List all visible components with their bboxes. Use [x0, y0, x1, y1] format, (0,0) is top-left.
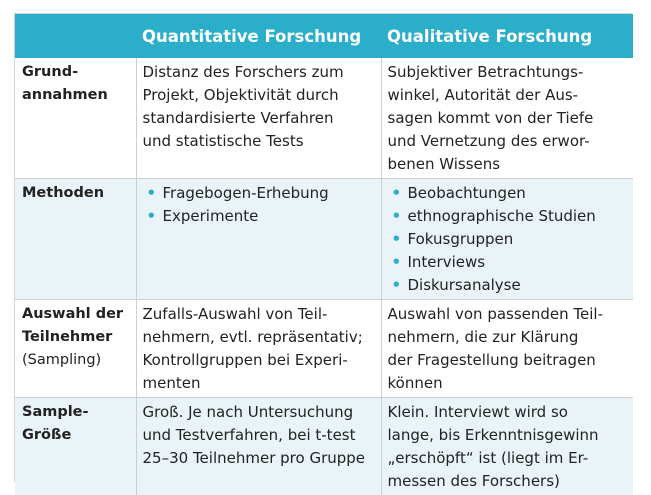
- quant-method-list: [143, 182, 377, 228]
- row-label: [15, 58, 136, 179]
- cell-line: können: [388, 372, 630, 395]
- header-qualitative: Qualitative Forschung: [381, 14, 633, 58]
- cell-line: winkel, Autorität der Aus-: [388, 84, 630, 107]
- cell-line: der Fragestellung beitragen: [388, 349, 630, 372]
- cell-line: und Testverfahren, bei t-test: [143, 424, 377, 447]
- cell-line: Zufalls-Auswahl von Teil-: [143, 303, 377, 326]
- cell-line: lange, bis Erkenntnisgewinn: [388, 424, 630, 447]
- row-label-line: Größe: [22, 424, 132, 447]
- table-row-grundannahmen: [15, 58, 633, 179]
- cell-line: standardisierte Verfahren: [143, 107, 377, 130]
- cell-line: sagen kommt von der Tiefe: [388, 107, 630, 130]
- cell-line: benen Wissens: [388, 153, 630, 176]
- table-header-row: [15, 14, 633, 58]
- row-label-sub: (Sampling): [22, 349, 132, 372]
- qual-cell: [381, 58, 633, 179]
- list-item: • Beobachtungen: [392, 182, 630, 205]
- quant-cell: [136, 58, 381, 179]
- quant-cell: [136, 179, 381, 300]
- quant-cell: [136, 398, 381, 495]
- cell-line: und Vernetzung des erwor-: [388, 130, 630, 153]
- header-blank-cell: [15, 14, 136, 58]
- cell-line: Kontrollgruppen bei Experi-: [143, 349, 377, 372]
- cell-line: „erschöpft“ ist (liegt im Er-: [388, 447, 630, 470]
- list-item: • ethnographische Studien: [392, 205, 630, 228]
- cell-line: menten: [143, 372, 377, 395]
- table-row-sample-size: [15, 398, 633, 495]
- cell-line: und statistische Tests: [143, 130, 377, 153]
- row-label-line: Auswahl der: [22, 303, 132, 326]
- comparison-table-frame: [14, 13, 632, 482]
- cell-line: messen des Forschers): [388, 470, 630, 493]
- list-item: • Diskursanalyse: [392, 274, 630, 297]
- cell-line: Groß. Je nach Untersuchung: [143, 401, 377, 424]
- row-label: [15, 398, 136, 495]
- row-label-line: annahmen: [22, 84, 132, 107]
- cell-line: 25–30 Teilnehmer pro Gruppe: [143, 447, 377, 470]
- row-label-line: Sample-: [22, 401, 132, 424]
- table-row-methoden: [15, 179, 633, 300]
- qual-method-list: [388, 182, 630, 297]
- cell-line: Subjektiver Betrachtungs-: [388, 61, 630, 84]
- list-item: • Fragebogen-Erhebung: [147, 182, 377, 205]
- qual-cell: [381, 398, 633, 495]
- row-label: [15, 300, 136, 398]
- table-row-sampling: [15, 300, 633, 398]
- quant-cell: [136, 300, 381, 398]
- header-quantitative: Quantitative Forschung: [136, 14, 381, 58]
- qual-cell: [381, 300, 633, 398]
- cell-line: nehmern, die zur Klärung: [388, 326, 630, 349]
- cell-line: Auswahl von passenden Teil-: [388, 303, 630, 326]
- row-label: [15, 179, 136, 300]
- list-item: • Fokusgruppen: [392, 228, 630, 251]
- comparison-table: [15, 14, 633, 495]
- cell-line: nehmern, evtl. repräsentativ;: [143, 326, 377, 349]
- cell-line: Distanz des Forschers zum: [143, 61, 377, 84]
- row-label-line: Grund-: [22, 61, 132, 84]
- cell-line: Klein. Interviewt wird so: [388, 401, 630, 424]
- list-item: • Interviews: [392, 251, 630, 274]
- row-label-line: Methoden: [22, 182, 132, 205]
- qual-cell: [381, 179, 633, 300]
- cell-line: Projekt, Objektivität durch: [143, 84, 377, 107]
- row-label-line: Teilnehmer: [22, 326, 132, 349]
- list-item: • Experimente: [147, 205, 377, 228]
